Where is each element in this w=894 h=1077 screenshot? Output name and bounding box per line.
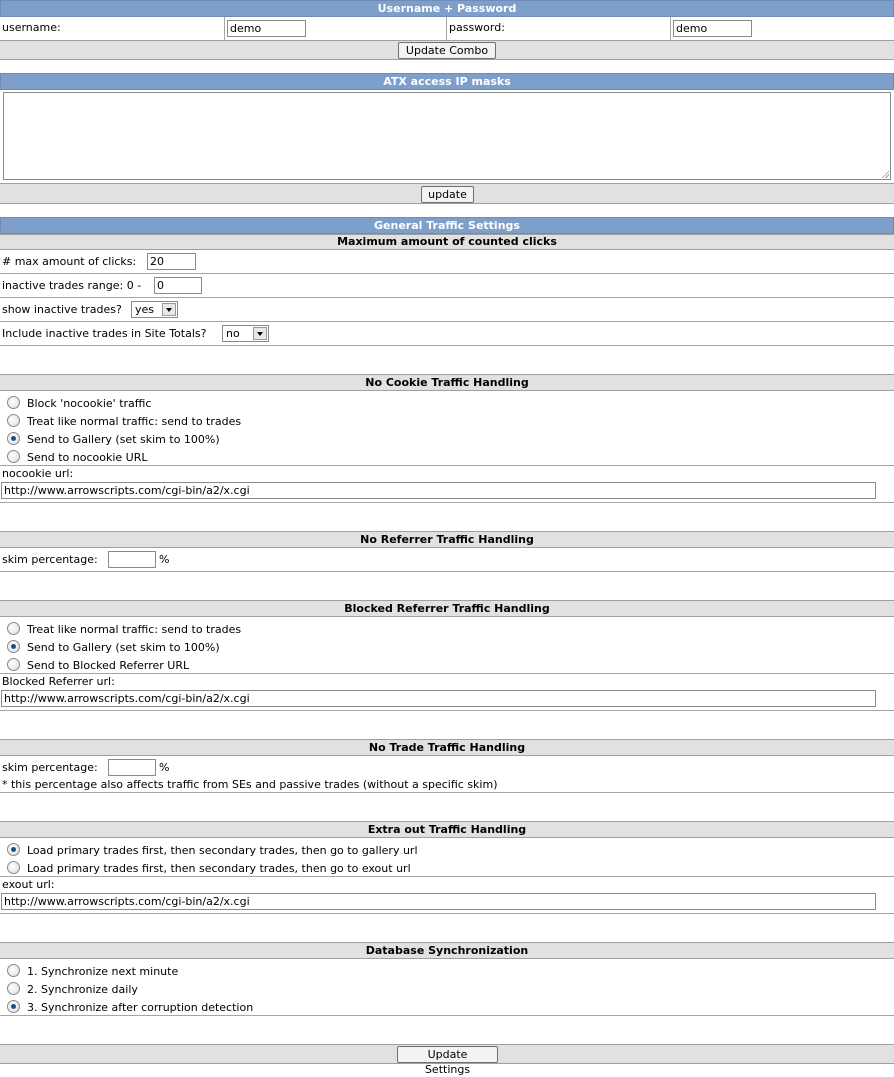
notrade-skim-label: skim percentage: <box>2 761 98 774</box>
dbsync-option-label: 3. Synchronize after corruption detection <box>27 1001 254 1014</box>
max-clicks-label: # max amount of clicks: <box>2 255 137 268</box>
row-divider <box>0 273 894 274</box>
dbsync-option-corruption-radio[interactable] <box>7 1000 20 1013</box>
include-inactive-label: Include inactive trades in Site Totals? <box>2 327 207 340</box>
noreferrer-percent-unit: % <box>159 553 170 566</box>
row-divider <box>0 710 894 711</box>
notrade-percent-unit: % <box>159 761 170 774</box>
max-clicks-input[interactable]: 20 <box>147 253 196 270</box>
nocookie-option-label: Block 'nocookie' traffic <box>27 397 152 410</box>
extraout-header: Extra out Traffic Handling <box>0 821 894 838</box>
row-divider <box>0 913 894 914</box>
blocked-referrer-header: Blocked Referrer Traffic Handling <box>0 600 894 617</box>
general-settings-header: General Traffic Settings <box>0 217 894 234</box>
row-divider <box>0 571 894 572</box>
nocookie-option-normal-radio[interactable] <box>7 414 20 427</box>
blocked-url-input[interactable]: http://www.arrowscripts.com/cgi-bin/a2/x.cgi <box>1 690 876 707</box>
blocked-option-label: Send to Gallery (set skim to 100%) <box>27 641 220 654</box>
dbsync-option-daily-radio[interactable] <box>7 982 20 995</box>
show-inactive-label: show inactive trades? <box>2 303 122 316</box>
row-divider <box>0 345 894 346</box>
username-input[interactable]: demo <box>227 20 306 37</box>
nocookie-option-gallery-radio[interactable] <box>7 432 20 445</box>
blocked-option-label: Treat like normal traffic: send to trades <box>27 623 242 636</box>
exout-url-label: exout url: <box>2 878 55 891</box>
row-divider <box>0 1015 894 1016</box>
extraout-option-label: Load primary trades first, then secondary trades, then go to gallery url <box>27 844 418 857</box>
cell-divider <box>670 17 671 40</box>
notrade-header: No Trade Traffic Handling <box>0 739 894 756</box>
ip-masks-update-button[interactable]: update <box>421 186 474 203</box>
nocookie-url-input[interactable]: http://www.arrowscripts.com/cgi-bin/a2/x.cgi <box>1 482 876 499</box>
dbsync-option-label: 1. Synchronize next minute <box>27 965 179 978</box>
exout-url-input[interactable]: http://www.arrowscripts.com/cgi-bin/a2/x.cgi <box>1 893 876 910</box>
notrade-note: * this percentage also affects traffic from SEs and passive trades (without a specific skim) <box>2 778 498 791</box>
show-inactive-value: yes <box>135 303 155 316</box>
cell-divider <box>446 17 447 40</box>
noreferrer-skim-input[interactable] <box>108 551 156 568</box>
password-input[interactable]: demo <box>673 20 752 37</box>
extraout-option-gallery-radio[interactable] <box>7 843 20 856</box>
notrade-skim-input[interactable] <box>108 759 156 776</box>
extraout-option-exout-radio[interactable] <box>7 861 20 874</box>
blocked-url-label: Blocked Referrer url: <box>2 675 115 688</box>
row-divider <box>0 465 894 466</box>
chevron-down-icon <box>253 327 267 340</box>
blocked-option-url-radio[interactable] <box>7 658 20 671</box>
row-divider <box>0 502 894 503</box>
row-divider <box>0 792 894 793</box>
nocookie-option-label: Treat like normal traffic: send to trades <box>27 415 242 428</box>
dbsync-option-minute-radio[interactable] <box>7 964 20 977</box>
row-divider <box>0 321 894 322</box>
password-label: password: <box>449 21 505 34</box>
username-label: username: <box>2 21 61 34</box>
dbsync-header: Database Synchronization <box>0 942 894 959</box>
include-inactive-select[interactable] <box>222 325 269 342</box>
row-divider <box>0 876 894 877</box>
update-settings-button[interactable]: Update Settings <box>397 1046 498 1063</box>
nocookie-header: No Cookie Traffic Handling <box>0 374 894 391</box>
include-inactive-value: no <box>226 327 240 340</box>
nocookie-option-label: Send to nocookie URL <box>27 451 148 464</box>
blocked-option-normal-radio[interactable] <box>7 622 20 635</box>
nocookie-option-label: Send to Gallery (set skim to 100%) <box>27 433 220 446</box>
inactive-range-input[interactable]: 0 <box>154 277 202 294</box>
ip-masks-header: ATX access IP masks <box>0 73 894 90</box>
nocookie-url-label: nocookie url: <box>2 467 74 480</box>
max-clicks-header: Maximum amount of counted clicks <box>0 234 894 250</box>
credentials-header: Username + Password <box>0 0 894 17</box>
row-divider <box>0 297 894 298</box>
blocked-option-label: Send to Blocked Referrer URL <box>27 659 190 672</box>
noreferrer-skim-label: skim percentage: <box>2 553 98 566</box>
ip-masks-textarea[interactable] <box>3 92 891 180</box>
resize-grip-icon[interactable] <box>881 170 889 178</box>
blocked-option-gallery-radio[interactable] <box>7 640 20 653</box>
cell-divider <box>224 17 225 40</box>
show-inactive-select[interactable] <box>131 301 178 318</box>
noreferrer-header: No Referrer Traffic Handling <box>0 531 894 548</box>
update-combo-button[interactable]: Update Combo <box>398 42 496 59</box>
inactive-range-label: inactive trades range: 0 - <box>2 279 142 292</box>
dbsync-option-label: 2. Synchronize daily <box>27 983 138 996</box>
nocookie-option-block-radio[interactable] <box>7 396 20 409</box>
extraout-option-label: Load primary trades first, then secondary trades, then go to exout url <box>27 862 411 875</box>
chevron-down-icon <box>162 303 176 316</box>
row-divider <box>0 673 894 674</box>
nocookie-option-url-radio[interactable] <box>7 450 20 463</box>
